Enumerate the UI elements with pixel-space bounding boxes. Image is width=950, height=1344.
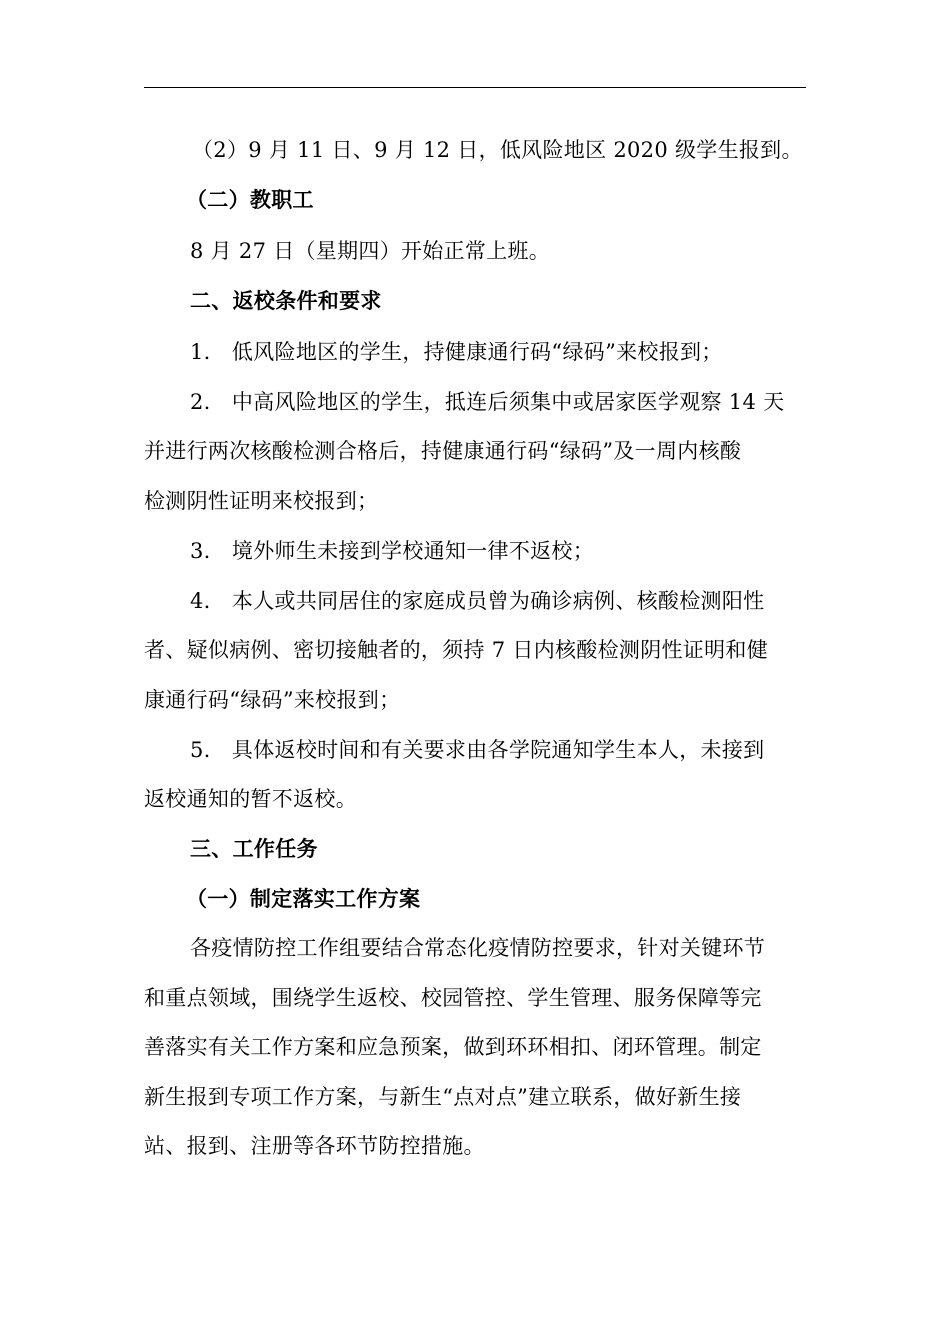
- condition-item-2-cont: 检测阴性证明来校报到；: [144, 489, 379, 513]
- condition-item-4-cont: 康通行码“绿码”来校报到；: [144, 688, 401, 712]
- registration-date-line: （2）9 月 11 日、9 月 12 日，低风险地区 2020 级学生报到。: [192, 138, 803, 162]
- plan-paragraph-line: 新生报到专项工作方案，与新生“点对点”建立联系，做好新生接: [144, 1085, 742, 1109]
- condition-item-4-cont: 者、疑似病例、密切接触者的，须持 7 日内核酸检测阴性证明和健: [144, 638, 769, 662]
- subsection-heading-plan: （一）制定落实工作方案: [186, 887, 421, 911]
- plan-paragraph-line: 善落实有关工作方案和应急预案，做到环环相扣、闭环管理。制定: [144, 1035, 762, 1059]
- condition-item-2: 2. 中高风险地区的学生，抵连后须集中或居家医学观察 14 天: [190, 390, 785, 414]
- condition-item-5-cont: 返校通知的暂不返校。: [144, 787, 357, 811]
- condition-item-4: 4. 本人或共同居住的家庭成员曾为确诊病例、核酸检测阳性: [190, 589, 765, 613]
- condition-item-5: 5. 具体返校时间和有关要求由各学院通知学生本人，未接到: [190, 738, 765, 762]
- condition-item-2-cont: 并进行两次核酸检测合格后，持健康通行码“绿码”及一周内核酸: [144, 439, 742, 463]
- header-rule: [144, 87, 806, 88]
- plan-paragraph-line: 和重点领域，围绕学生返校、校园管控、学生管理、服务保障等完: [144, 986, 762, 1010]
- section-heading-return-conditions: 二、返校条件和要求: [190, 289, 382, 313]
- condition-item-3: 3. 境外师生未接到学校通知一律不返校；: [190, 539, 595, 563]
- condition-item-1: 1. 低风险地区的学生，持健康通行码“绿码”来校报到；: [190, 340, 723, 364]
- section-heading-staff: （二）教职工: [186, 188, 314, 212]
- section-heading-tasks: 三、工作任务: [190, 837, 318, 861]
- plan-paragraph-line: 各疫情防控工作组要结合常态化疫情防控要求，针对关键环节: [190, 936, 766, 960]
- staff-start-line: 8 月 27 日（星期四）开始正常上班。: [190, 239, 551, 263]
- plan-paragraph-line: 站、报到、注册等各环节防控措施。: [144, 1134, 485, 1158]
